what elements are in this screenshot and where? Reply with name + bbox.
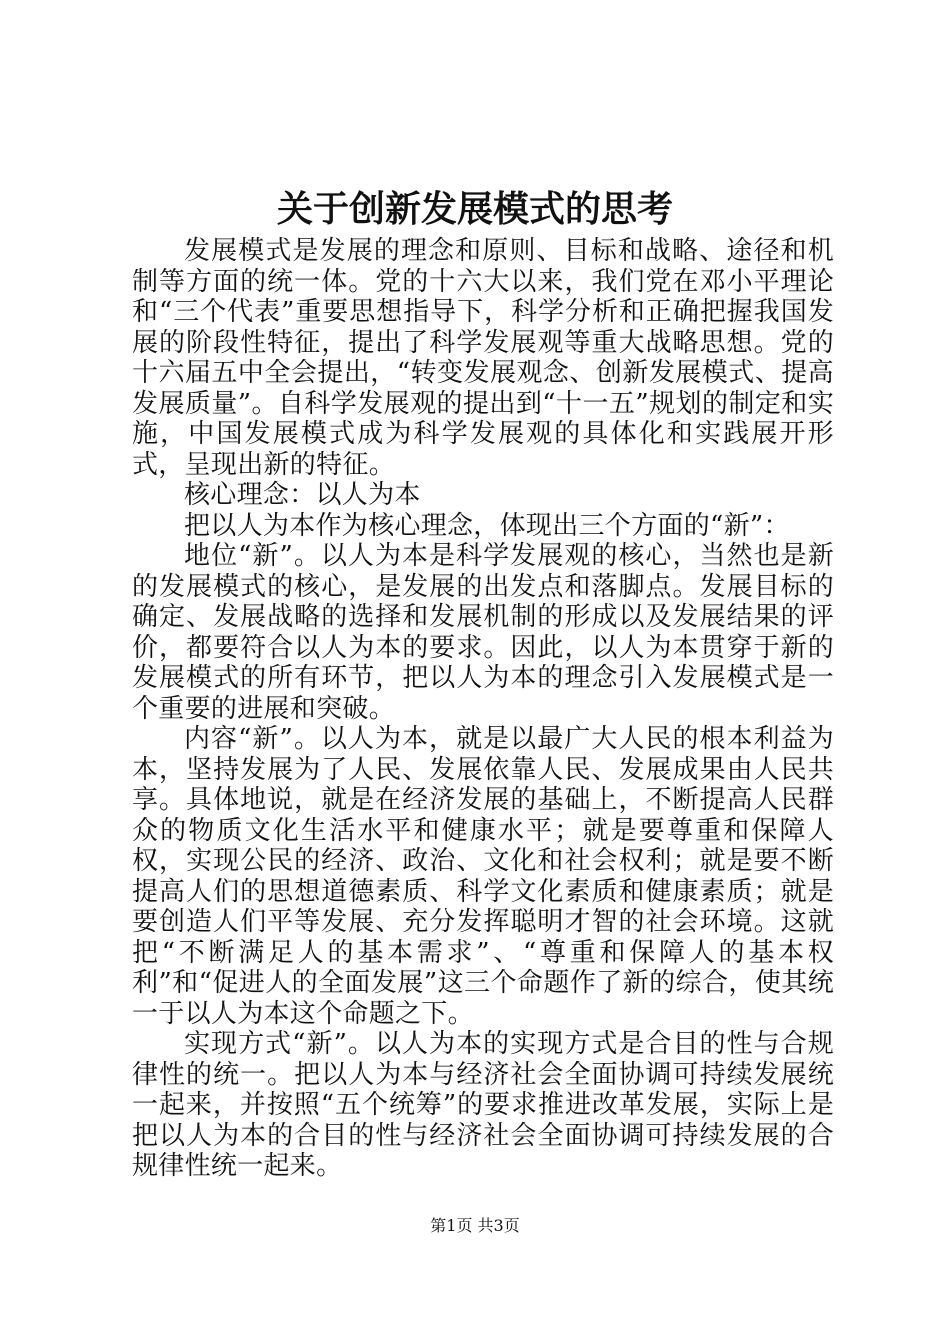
page-indicator: 第1页 共3页 [430, 1216, 520, 1235]
paragraph-content-new: 内容“新”。以人为本，就是以最广大人民的根本利益为本，坚持发展为了人民、发展依靠人民、发展成果由人民共享。具体地说，就是在经济发展的基础上，不断提高人民群众的物质文化生活水平和健康水平；就是要尊重和保障人权，实现公民的经济、政治、文化和社会权利；就是要不断提高人们的思想道德素质、科学文化素质和健康素质；就是要创造人们平等发展、充分发挥聪明才智的社会环境。这就把“不断满足人的基本需求”、“尊重和保障人的基本权利”和“促进人的全面发展”这三个命题作了新的综合，使其统一于以人为本这个命题之下。 [132, 724, 834, 1029]
section-heading-core-concept: 核心理念：以人为本 [184, 480, 421, 510]
paragraph-three-aspects: 把以人为本作为核心理念，体现出三个方面的“新”： [184, 510, 790, 541]
document-body [132, 236, 834, 1182]
paragraph-method-new: 实现方式“新”。以人为本的实现方式是合目的性与合规律性的统一。把以人为本与经济社会全面协调可持续发展统一起来，并按照“五个统筹”的要求推进改革发展，实际上是把以人为本的合目的性与经济社会全面协调可持续发展的合规律性统一起来。 [132, 1029, 834, 1181]
paragraph-intro: 发展模式是发展的理念和原则、目标和战略、途径和机制等方面的统一体。党的十六大以来，我们党在邓小平理论和“三个代表”重要思想指导下，科学分析和正确把握我国发展的阶段性特征，提出了科学发展观等重大战略思想。党的十六届五中全会提出，“转变发展观念、创新发展模式、提高发展质量”。自科学发展观的提出到“十一五”规划的制定和实施，中国发展模式成为科学发展观的具体化和实践展开形式，呈现出新的特征。 [132, 236, 834, 480]
paragraph-status-new: 地位“新”。以人为本是科学发展观的核心，当然也是新的发展模式的核心，是发展的出发点和落脚点。发展目标的确定、发展战略的选择和发展机制的形成以及发展结果的评价，都要符合以人为本的要求。因此，以人为本贯穿于新的发展模式的所有环节，把以人为本的理念引入发展模式是一个重要的进展和突破。 [132, 541, 834, 724]
document-title: 关于创新发展模式的思考 [276, 188, 673, 230]
